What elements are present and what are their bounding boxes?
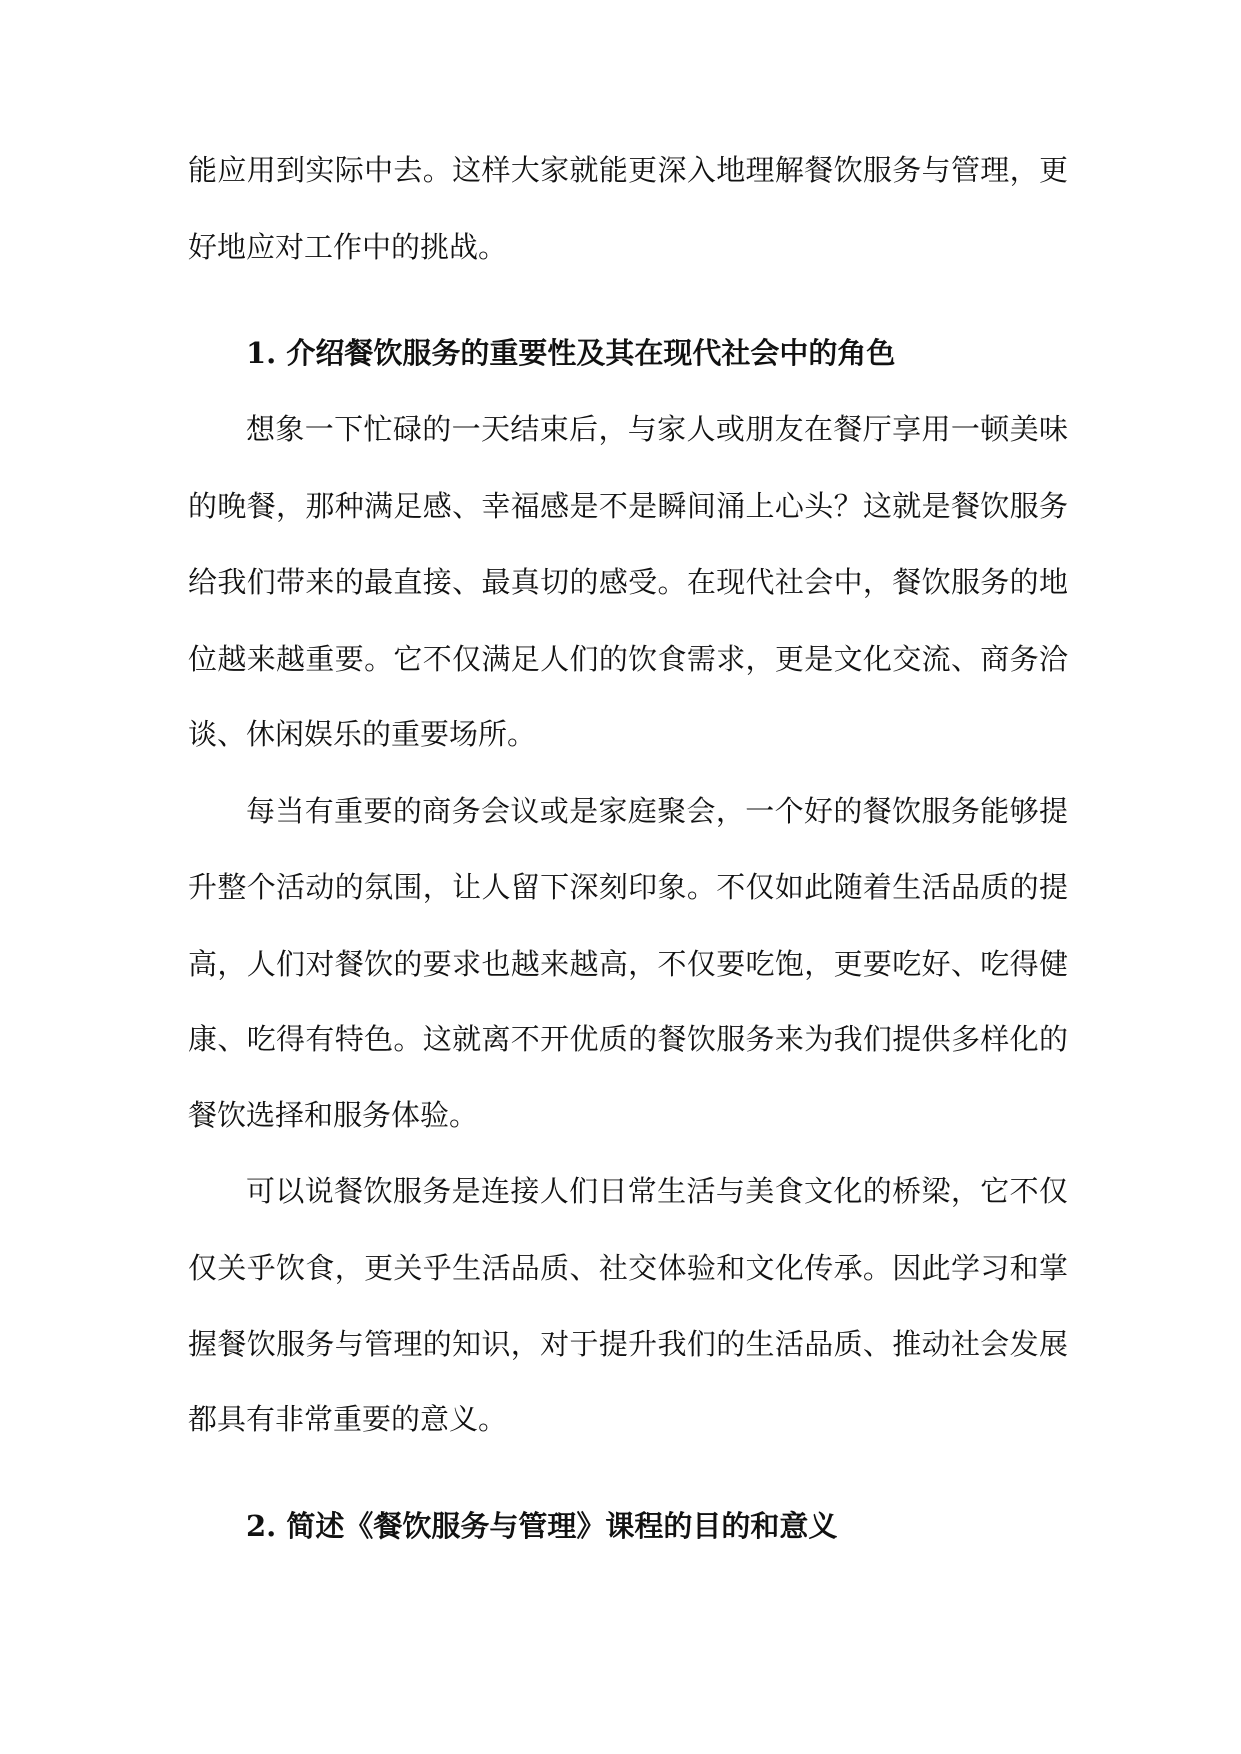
s1-p1-line-3: 给我们带来的最直接、最真切的感受。在现代社会中，餐饮服务的地 — [188, 565, 1068, 599]
section-2-heading: 2. 简述《餐饮服务与管理》课程的目的和意义 — [246, 1509, 838, 1543]
s1-p3-line-3: 握餐饮服务与管理的知识，对于提升我们的生活品质、推动社会发展 — [188, 1327, 1068, 1361]
s1-p2-line-2: 升整个活动的氛围，让人留下深刻印象。不仅如此随着生活品质的提 — [188, 870, 1068, 904]
s1-p2-line-5: 餐饮选择和服务体验。 — [188, 1098, 479, 1132]
section-1-heading: 1. 介绍餐饮服务的重要性及其在现代社会中的角色 — [246, 336, 896, 370]
intro-line-2: 好地应对工作中的挑战。 — [188, 230, 508, 264]
s1-p1-line-2: 的晚餐，那种满足感、幸福感是不是瞬间涌上心头？这就是餐饮服务 — [188, 489, 1068, 523]
s1-p1-line-5: 谈、休闲娱乐的重要场所。 — [188, 717, 537, 751]
s1-p3-line-2: 仅关乎饮食，更关乎生活品质、社交体验和文化传承。因此学习和掌 — [188, 1251, 1068, 1285]
s1-p1-line-4: 位越来越重要。它不仅满足人们的饮食需求，更是文化交流、商务洽 — [188, 642, 1068, 676]
s1-p2-line-3: 高，人们对餐饮的要求也越来越高，不仅要吃饱，更要吃好、吃得健 — [188, 947, 1068, 981]
intro-line-1: 能应用到实际中去。这样大家就能更深入地理解餐饮服务与管理，更 — [188, 153, 1068, 187]
s1-p3-line-4: 都具有非常重要的意义。 — [188, 1402, 508, 1436]
s1-p1-line-1: 想象一下忙碌的一天结束后，与家人或朋友在餐厅享用一顿美味 — [246, 412, 1068, 446]
s1-p2-line-4: 康、吃得有特色。这就离不开优质的餐饮服务来为我们提供多样化的 — [188, 1022, 1068, 1056]
s1-p2-line-1: 每当有重要的商务会议或是家庭聚会，一个好的餐饮服务能够提 — [246, 794, 1068, 828]
s1-p3-line-1: 可以说餐饮服务是连接人们日常生活与美食文化的桥梁，它不仅 — [246, 1174, 1068, 1208]
